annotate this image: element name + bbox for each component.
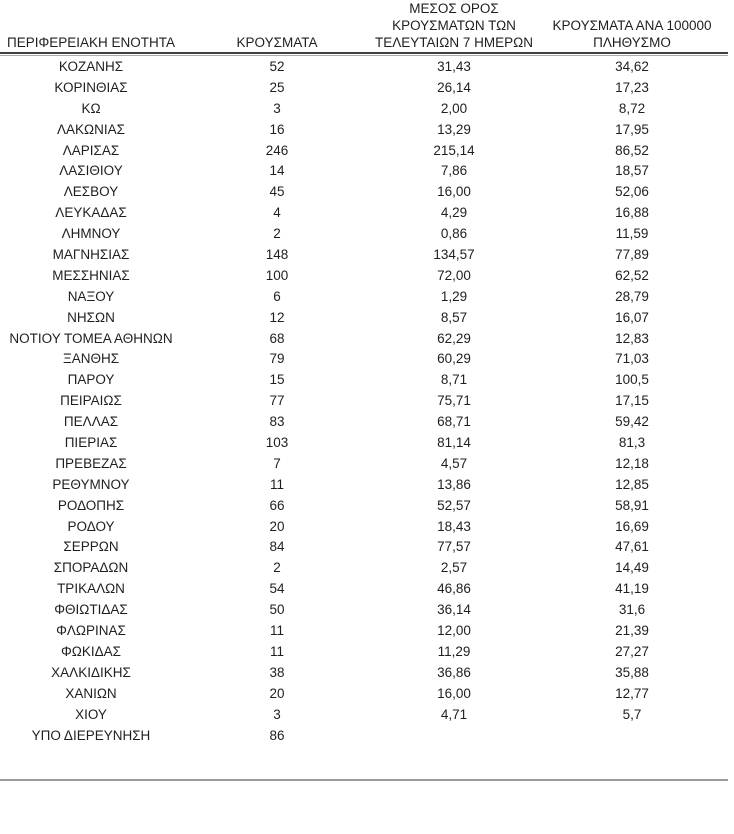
cases-cell: 50 xyxy=(269,602,285,618)
per100k-cell: 21,39 xyxy=(615,623,649,639)
per100k-cell: 16,69 xyxy=(615,518,649,534)
per100k-cell: 16,88 xyxy=(615,205,649,221)
table-bottom-rule xyxy=(0,779,728,781)
avg7-cell: 7,86 xyxy=(440,163,468,179)
avg7-cell: 26,14 xyxy=(437,79,471,95)
avg7-cell: 60,29 xyxy=(437,351,471,367)
cases-cell: 16 xyxy=(269,121,285,137)
per100k-cell: 52,06 xyxy=(615,184,649,200)
region-cell: ΚΟΡΙΝΘΙΑΣ xyxy=(54,79,128,95)
table-row xyxy=(0,266,728,287)
region-cell: ΚΟΖΑΝΗΣ xyxy=(58,59,124,74)
per100k-cell: 17,95 xyxy=(615,121,649,137)
avg7-cell: 31,43 xyxy=(437,59,471,74)
avg7-cell: 8,57 xyxy=(440,309,468,325)
cases-cell: 38 xyxy=(269,664,285,680)
region-cell: ΡΟΔΟΥ xyxy=(67,518,115,534)
avg7-cell: 72,00 xyxy=(437,267,471,283)
avg7-cell: 52,57 xyxy=(437,497,471,513)
region-cell: ΛΑΡΙΣΑΣ xyxy=(62,142,120,158)
region-cell: ΣΕΡΡΩΝ xyxy=(63,539,119,555)
per100k-cell: 8,72 xyxy=(618,100,646,116)
avg7-cell: 68,71 xyxy=(437,414,471,430)
header-cases-label: ΚΡΟΥΣΜΑΤΑ xyxy=(236,35,318,50)
per100k-cell: 62,52 xyxy=(615,267,649,283)
region-cell: ΜΑΓΝΗΣΙΑΣ xyxy=(52,247,130,263)
region-cell: ΦΛΩΡΙΝΑΣ xyxy=(56,623,126,639)
region-cell: ΠΕΙΡΑΙΩΣ xyxy=(60,393,122,409)
table-row xyxy=(0,203,728,224)
table-row xyxy=(0,370,728,391)
region-cell: ΝΟΤΙΟΥ ΤΟΜΕΑ ΑΘΗΝΩΝ xyxy=(9,330,173,346)
per100k-cell: 5,7 xyxy=(622,706,642,722)
region-cell: ΠΙΕΡΙΑΣ xyxy=(64,435,118,451)
table-row xyxy=(0,642,728,663)
header-per-100k xyxy=(536,0,728,52)
table-row xyxy=(0,621,728,642)
table-row xyxy=(0,329,728,350)
region-cell: ΛΑΣΙΘΙΟΥ xyxy=(59,163,123,179)
table-row xyxy=(0,705,728,726)
per100k-cell: 14,49 xyxy=(615,560,649,576)
cases-cell: 52 xyxy=(269,59,285,74)
region-cell: ΛΕΣΒΟΥ xyxy=(63,184,119,200)
per100k-cell: 12,83 xyxy=(615,330,649,346)
table-header xyxy=(0,0,728,52)
table-row xyxy=(0,600,728,621)
per100k-cell: 31,6 xyxy=(618,602,646,618)
table-row xyxy=(0,517,728,538)
cases-cell: 77 xyxy=(269,393,285,409)
per100k-cell: 28,79 xyxy=(615,288,649,304)
avg7-cell: 0,86 xyxy=(440,226,468,242)
avg7-cell: 12,00 xyxy=(437,623,471,639)
cases-cell: 12 xyxy=(269,309,285,325)
cases-cell: 20 xyxy=(269,685,285,701)
table-row xyxy=(0,579,728,600)
region-cell: ΝΑΞΟΥ xyxy=(67,288,115,304)
avg7-cell: 13,86 xyxy=(437,476,471,492)
header-avg-7day-line2: ΚΡΟΥΣΜΑΤΩΝ ΤΩΝ xyxy=(392,18,516,33)
per100k-cell: 35,88 xyxy=(615,664,649,680)
avg7-cell: 11,29 xyxy=(437,643,471,659)
avg7-cell: 16,00 xyxy=(437,184,471,200)
cases-cell: 54 xyxy=(269,581,285,597)
avg7-cell: 2,00 xyxy=(440,100,468,116)
avg7-cell: 134,57 xyxy=(433,247,475,263)
region-cell: ΛΑΚΩΝΙΑΣ xyxy=(57,121,125,137)
cases-cell: 4 xyxy=(273,205,281,221)
header-regional-unit xyxy=(0,0,182,52)
region-cell: ΤΡΙΚΑΛΩΝ xyxy=(57,581,125,597)
cases-cell: 83 xyxy=(269,414,285,430)
cases-cell: 2 xyxy=(273,226,281,242)
avg7-cell: 46,86 xyxy=(437,581,471,597)
table-row xyxy=(0,120,728,141)
region-cell: ΞΑΝΘΗΣ xyxy=(62,351,120,367)
region-cell: ΧΑΝΙΩΝ xyxy=(65,685,117,701)
table-row xyxy=(0,224,728,245)
per100k-cell: 41,19 xyxy=(615,581,649,597)
region-cell: ΠΕΛΛΑΣ xyxy=(63,414,119,430)
table-row xyxy=(0,349,728,370)
avg7-cell: 75,71 xyxy=(437,393,471,409)
per100k-cell: 34,62 xyxy=(615,59,649,74)
table-row xyxy=(0,537,728,558)
table-row xyxy=(0,684,728,705)
table-row xyxy=(0,433,728,454)
cases-cell: 7 xyxy=(273,455,281,471)
table-row xyxy=(0,663,728,684)
region-cell: ΛΗΜΝΟΥ xyxy=(61,226,121,242)
cases-cell: 68 xyxy=(269,330,285,346)
header-regional-unit-label: ΠΕΡΙΦΕΡΕΙΑΚΗ ΕΝΟΤΗΤΑ xyxy=(6,35,176,50)
header-avg-7day-line1: ΜΕΣΟΣ ΟΡΟΣ xyxy=(409,1,499,16)
table-row xyxy=(0,99,728,120)
table-row xyxy=(0,454,728,475)
region-cell: ΛΕΥΚΑΔΑΣ xyxy=(55,205,127,221)
cases-cell: 15 xyxy=(269,372,285,388)
header-cases xyxy=(182,0,372,52)
per100k-cell: 27,27 xyxy=(615,643,649,659)
avg7-cell: 81,14 xyxy=(437,435,471,451)
per100k-cell: 12,18 xyxy=(615,455,649,471)
avg7-cell: 1,29 xyxy=(440,288,468,304)
region-cell: ΠΡΕΒΕΖΑΣ xyxy=(55,455,127,471)
cases-cell: 11 xyxy=(269,643,284,659)
per100k-cell: 47,61 xyxy=(615,539,649,555)
region-cell: ΚΩ xyxy=(81,100,101,116)
avg7-cell: 4,29 xyxy=(440,205,468,221)
region-cell: ΦΩΚΙΔΑΣ xyxy=(61,643,121,659)
header-per-100k-line1: ΚΡΟΥΣΜΑΤΑ ΑΝΑ 100000 xyxy=(552,18,712,33)
per100k-cell: 18,57 xyxy=(615,163,649,179)
cases-cell: 79 xyxy=(269,351,285,367)
cases-cell: 86 xyxy=(269,727,285,743)
region-cell: ΜΕΣΣΗΝΙΑΣ xyxy=(52,267,130,283)
table-row xyxy=(0,308,728,329)
cases-cell: 66 xyxy=(269,497,285,513)
table-row xyxy=(0,161,728,182)
per100k-cell: 16,07 xyxy=(615,309,649,325)
region-cell: ΧΑΛΚΙΔΙΚΗΣ xyxy=(51,664,131,680)
header-per-100k-line2: ΠΛΗΘΥΣΜΟ xyxy=(593,35,671,50)
region-cell: ΧΙΟΥ xyxy=(75,706,107,722)
cases-cell: 6 xyxy=(273,288,281,304)
table-row xyxy=(0,558,728,579)
header-avg-7day-line3: ΤΕΛΕΥΤΑΙΩΝ 7 ΗΜΕΡΩΝ xyxy=(375,35,533,50)
cases-cell: 148 xyxy=(265,247,289,263)
cases-cell: 25 xyxy=(269,79,285,95)
table-row xyxy=(0,726,728,747)
avg7-cell: 62,29 xyxy=(437,330,471,346)
cases-cell: 45 xyxy=(269,184,285,200)
table-row xyxy=(0,78,728,99)
table-row xyxy=(0,182,728,203)
avg7-cell: 18,43 xyxy=(437,518,471,534)
table-row xyxy=(0,245,728,266)
per100k-cell xyxy=(536,726,728,747)
table-row xyxy=(0,412,728,433)
region-cell: ΠΑΡΟΥ xyxy=(67,372,115,388)
region-cell: ΡΟΔΟΠΗΣ xyxy=(57,497,125,513)
region-cell: ΡΕΘΥΜΝΟΥ xyxy=(52,476,130,492)
header-avg-7day xyxy=(372,0,536,52)
per100k-cell: 58,91 xyxy=(615,497,649,513)
region-cell: ΥΠΟ ΔΙΕΡΕΥΝΗΣΗ xyxy=(31,727,151,743)
per100k-cell: 12,77 xyxy=(615,685,649,701)
table-row xyxy=(0,57,728,78)
avg7-cell: 36,86 xyxy=(437,664,471,680)
avg7-cell: 36,14 xyxy=(437,602,471,618)
cases-cell: 100 xyxy=(265,267,289,283)
per100k-cell: 17,23 xyxy=(615,79,649,95)
cases-cell: 14 xyxy=(269,163,285,179)
cases-cell: 103 xyxy=(265,435,289,451)
cases-cell: 3 xyxy=(273,706,281,722)
per100k-cell: 71,03 xyxy=(615,351,649,367)
cases-cell: 3 xyxy=(273,100,281,116)
cases-cell: 2 xyxy=(273,560,281,576)
avg7-cell: 4,57 xyxy=(440,455,468,471)
per100k-cell: 100,5 xyxy=(615,372,649,388)
table-row xyxy=(0,287,728,308)
avg7-cell: 16,00 xyxy=(437,685,471,701)
cases-cell: 84 xyxy=(269,539,285,555)
per100k-cell: 59,42 xyxy=(615,414,649,430)
avg7-cell: 77,57 xyxy=(437,539,471,555)
cases-cell: 11 xyxy=(269,476,284,492)
per100k-cell: 77,89 xyxy=(615,247,649,263)
avg7-cell: 4,71 xyxy=(440,706,468,722)
table-row xyxy=(0,141,728,162)
region-cell: ΝΗΣΩΝ xyxy=(67,309,115,325)
table-body xyxy=(0,56,728,746)
cases-cell: 11 xyxy=(269,623,284,639)
table-row xyxy=(0,496,728,517)
region-cell: ΦΘΙΩΤΙΔΑΣ xyxy=(54,602,128,618)
avg7-cell: 8,71 xyxy=(440,372,468,388)
avg7-cell: 2,57 xyxy=(440,560,468,576)
cases-cell: 246 xyxy=(265,142,289,158)
per100k-cell: 17,15 xyxy=(615,393,649,409)
per100k-cell: 86,52 xyxy=(615,142,649,158)
table-row xyxy=(0,475,728,496)
per100k-cell: 12,85 xyxy=(615,476,649,492)
cases-cell: 20 xyxy=(269,518,285,534)
per100k-cell: 81,3 xyxy=(618,435,646,451)
region-cell: ΣΠΟΡΑΔΩΝ xyxy=(53,560,129,576)
avg7-cell: 13,29 xyxy=(437,121,471,137)
table-row xyxy=(0,391,728,412)
avg7-cell xyxy=(372,726,536,747)
avg7-cell: 215,14 xyxy=(433,142,475,158)
per100k-cell: 11,59 xyxy=(615,226,649,242)
